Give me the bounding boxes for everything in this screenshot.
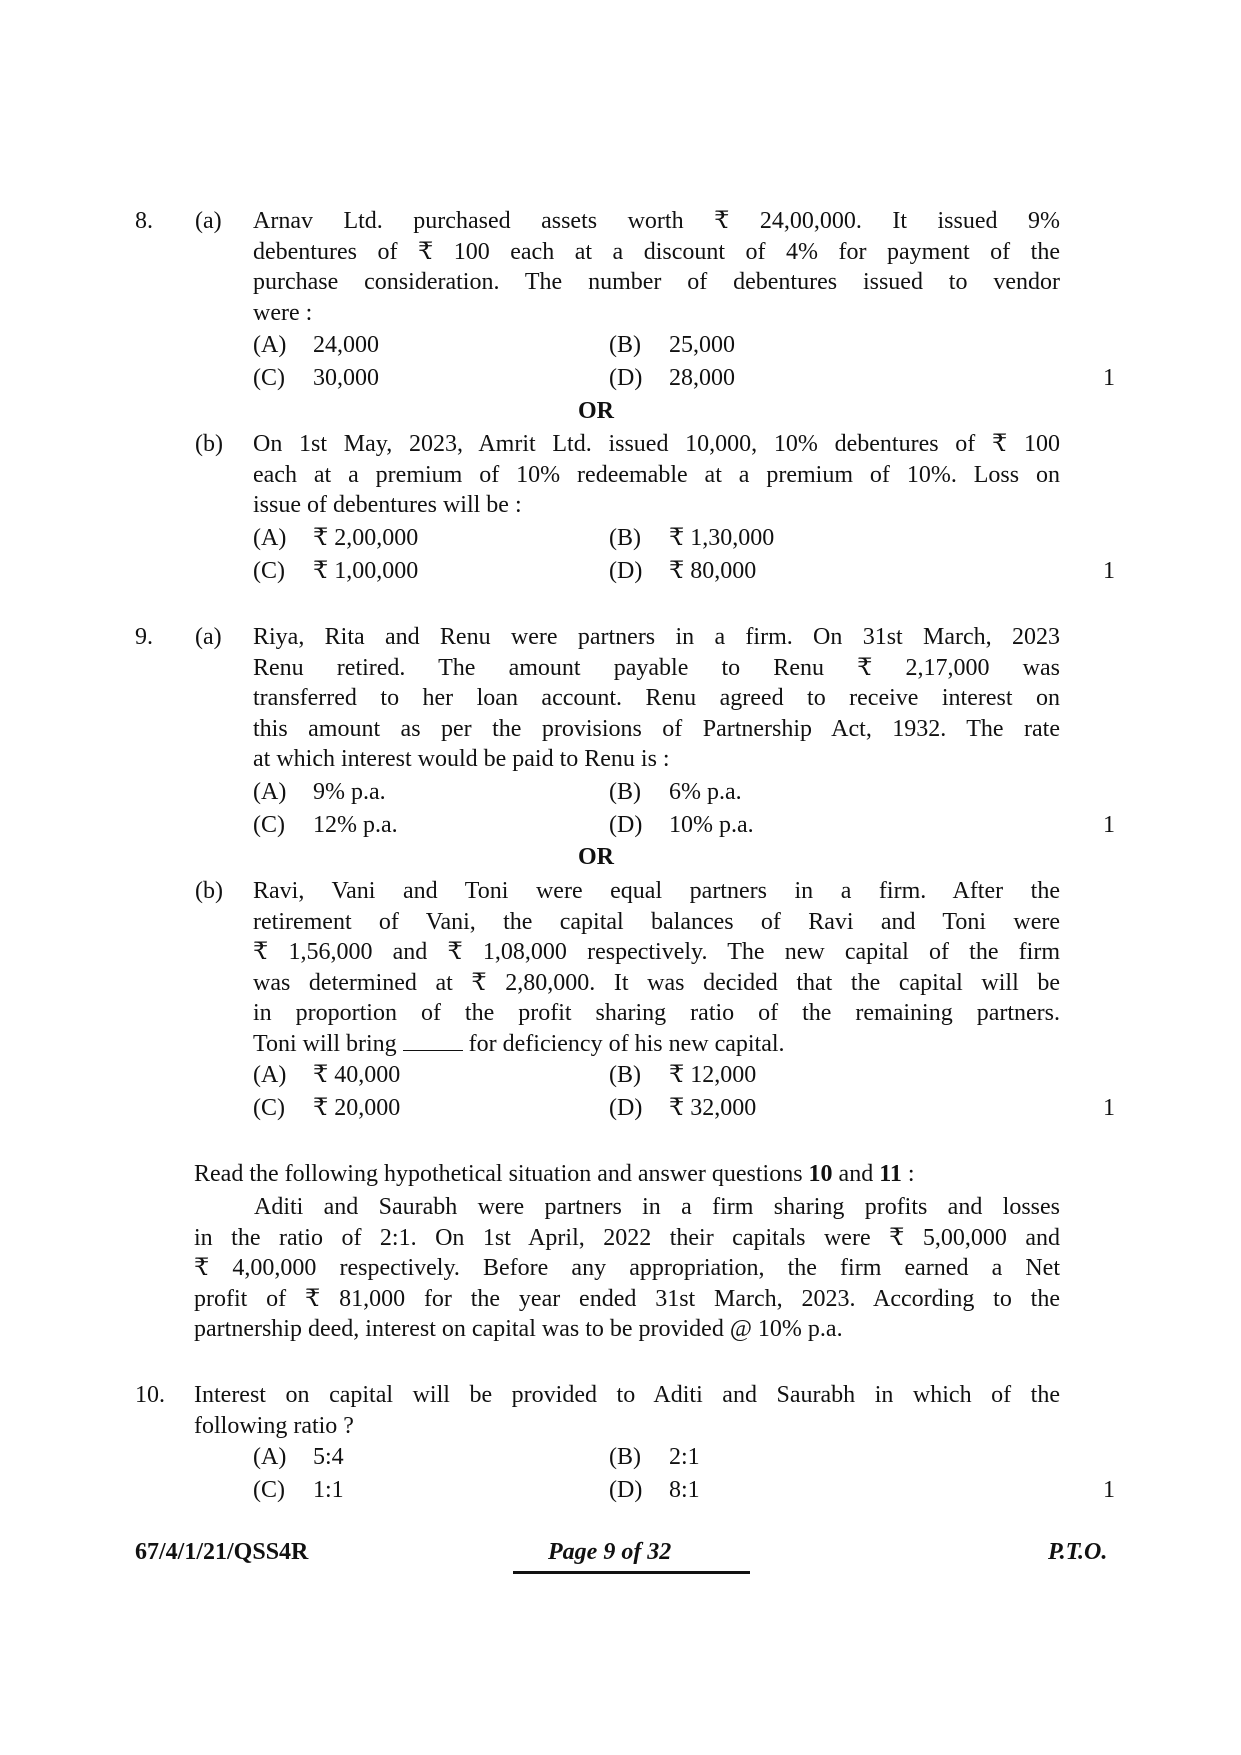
option-text: 25,000 xyxy=(669,332,735,358)
option-label: (B) xyxy=(609,525,641,551)
option-label: (C) xyxy=(253,1477,285,1503)
option-text: ₹ 32,000 xyxy=(669,1095,757,1121)
passage-intro-part: Read the following hypothetical situation and answer questions xyxy=(194,1161,809,1187)
question-text-line: ₹ 4,00,000 respectively. Before any appropriation, the firm earned a Net xyxy=(194,1255,1060,1281)
text-after-blank: for deficiency of his new capital. xyxy=(468,1030,785,1057)
part-label: (b) xyxy=(195,431,223,457)
passage-intro xyxy=(194,1159,915,1190)
option-text: 10% p.a. xyxy=(669,812,754,838)
marks: 1 xyxy=(1103,1477,1115,1503)
footer-pto: P.T.O. xyxy=(1048,1539,1108,1565)
part-label: (a) xyxy=(195,624,222,650)
question-text-line: On 1st May, 2023, Amrit Ltd. issued 10,000, 10% debentures of ₹ 100 xyxy=(253,431,1060,457)
option-label: (D) xyxy=(609,558,643,584)
part-label: (b) xyxy=(195,878,223,904)
passage-intro-part: 10 xyxy=(808,1161,833,1187)
question-number: 8. xyxy=(135,208,153,234)
marks: 1 xyxy=(1103,558,1115,584)
fill-in-blank xyxy=(403,1032,463,1051)
option-label: (B) xyxy=(609,779,641,805)
question-text-line: in the ratio of 2:1. On 1st April, 2022 their capitals were ₹ 5,00,000 and xyxy=(194,1224,1060,1251)
question-number: 9. xyxy=(135,624,153,650)
question-text-line: issue of debentures will be : xyxy=(253,492,522,518)
marks: 1 xyxy=(1103,812,1115,838)
question-text-line: debentures of ₹ 100 each at a discount of 4% for payment of the xyxy=(253,238,1060,265)
footer-page-number: Page 9 of 32 xyxy=(548,1539,672,1565)
option-text: 6% p.a. xyxy=(669,779,742,805)
passage-intro-part: and xyxy=(832,1161,880,1187)
question-text-line: at which interest would be paid to Renu is : xyxy=(253,746,670,772)
or-separator: OR xyxy=(578,398,614,424)
question-text-line: Arnav Ltd. purchased assets worth ₹ 24,00,000. It issued 9% xyxy=(253,208,1060,234)
option-label: (D) xyxy=(609,1095,643,1121)
passage-intro-part: : xyxy=(901,1161,915,1187)
option-label: (C) xyxy=(253,558,285,584)
question-text-line: partnership deed, interest on capital was to be provided @ 10% p.a. xyxy=(194,1316,843,1342)
option-label: (B) xyxy=(609,1444,641,1470)
question-text-line: were : xyxy=(253,299,313,326)
question-text-line: following ratio ? xyxy=(194,1412,354,1439)
option-text: ₹ 80,000 xyxy=(669,558,757,584)
option-text: 30,000 xyxy=(313,365,379,391)
question-text-line: each at a premium of 10% redeemable at a premium of 10%. Loss on xyxy=(253,461,1060,488)
question-text-line: was determined at ₹ 2,80,000. It was decided that the capital will be xyxy=(253,969,1060,996)
option-text: 8:1 xyxy=(669,1477,700,1503)
question-text-line xyxy=(253,1029,785,1060)
option-label: (D) xyxy=(609,365,643,391)
question-text-line: Ravi, Vani and Toni were equal partners in a firm. After the xyxy=(253,878,1060,904)
option-text: 2:1 xyxy=(669,1444,700,1470)
option-label: (B) xyxy=(609,332,641,358)
option-text: 9% p.a. xyxy=(313,779,386,805)
footer-code: 67/4/1/21/QSS4R xyxy=(135,1539,309,1565)
option-label: (C) xyxy=(253,1095,285,1121)
option-text: ₹ 1,00,000 xyxy=(313,558,419,584)
footer-underline xyxy=(513,1571,750,1574)
option-label: (B) xyxy=(609,1062,641,1088)
question-text-line: retirement of Vani, the capital balances of Ravi and Toni were xyxy=(253,908,1060,935)
marks: 1 xyxy=(1103,365,1115,391)
option-text: 5:4 xyxy=(313,1444,344,1470)
question-text-line: Renu retired. The amount payable to Renu ₹ 2,17,000 was xyxy=(253,654,1060,681)
question-text-line: Aditi and Saurabh were partners in a firm sharing profits and losses xyxy=(254,1194,1060,1220)
option-label: (A) xyxy=(253,1444,287,1470)
or-separator: OR xyxy=(578,844,614,870)
option-text: ₹ 1,30,000 xyxy=(669,525,775,551)
option-text: 28,000 xyxy=(669,365,735,391)
question-text-line: purchase consideration. The number of debentures issued to vendor xyxy=(253,269,1060,295)
passage-intro-part: 11 xyxy=(879,1161,902,1187)
option-label: (D) xyxy=(609,812,643,838)
option-label: (A) xyxy=(253,332,287,358)
option-label: (D) xyxy=(609,1477,643,1503)
question-number: 10. xyxy=(135,1382,165,1408)
option-text: ₹ 2,00,000 xyxy=(313,525,419,551)
text-before-blank: Toni will bring xyxy=(253,1030,397,1057)
question-text-line: transferred to her loan account. Renu agreed to receive interest on xyxy=(253,685,1060,711)
question-text-line: profit of ₹ 81,000 for the year ended 31st March, 2023. According to the xyxy=(194,1285,1060,1312)
option-text: 24,000 xyxy=(313,332,379,358)
option-text: ₹ 20,000 xyxy=(313,1095,401,1121)
option-text: ₹ 12,000 xyxy=(669,1062,757,1088)
question-text-line: Riya, Rita and Renu were partners in a firm. On 31st March, 2023 xyxy=(253,624,1060,650)
option-text: 1:1 xyxy=(313,1477,344,1503)
option-text: ₹ 40,000 xyxy=(313,1062,401,1088)
option-label: (C) xyxy=(253,365,285,391)
option-label: (A) xyxy=(253,525,287,551)
part-label: (a) xyxy=(195,208,222,234)
option-label: (C) xyxy=(253,812,285,838)
question-text-line: this amount as per the provisions of Partnership Act, 1932. The rate xyxy=(253,715,1060,742)
question-text-line: Interest on capital will be provided to Aditi and Saurabh in which of the xyxy=(194,1382,1060,1408)
option-label: (A) xyxy=(253,1062,287,1088)
option-text: 12% p.a. xyxy=(313,812,398,838)
option-label: (A) xyxy=(253,779,287,805)
question-text-line: ₹ 1,56,000 and ₹ 1,08,000 respectively. The new capital of the firm xyxy=(253,939,1060,965)
question-text-line: in proportion of the profit sharing ratio of the remaining partners. xyxy=(253,1000,1060,1026)
marks: 1 xyxy=(1103,1095,1115,1121)
